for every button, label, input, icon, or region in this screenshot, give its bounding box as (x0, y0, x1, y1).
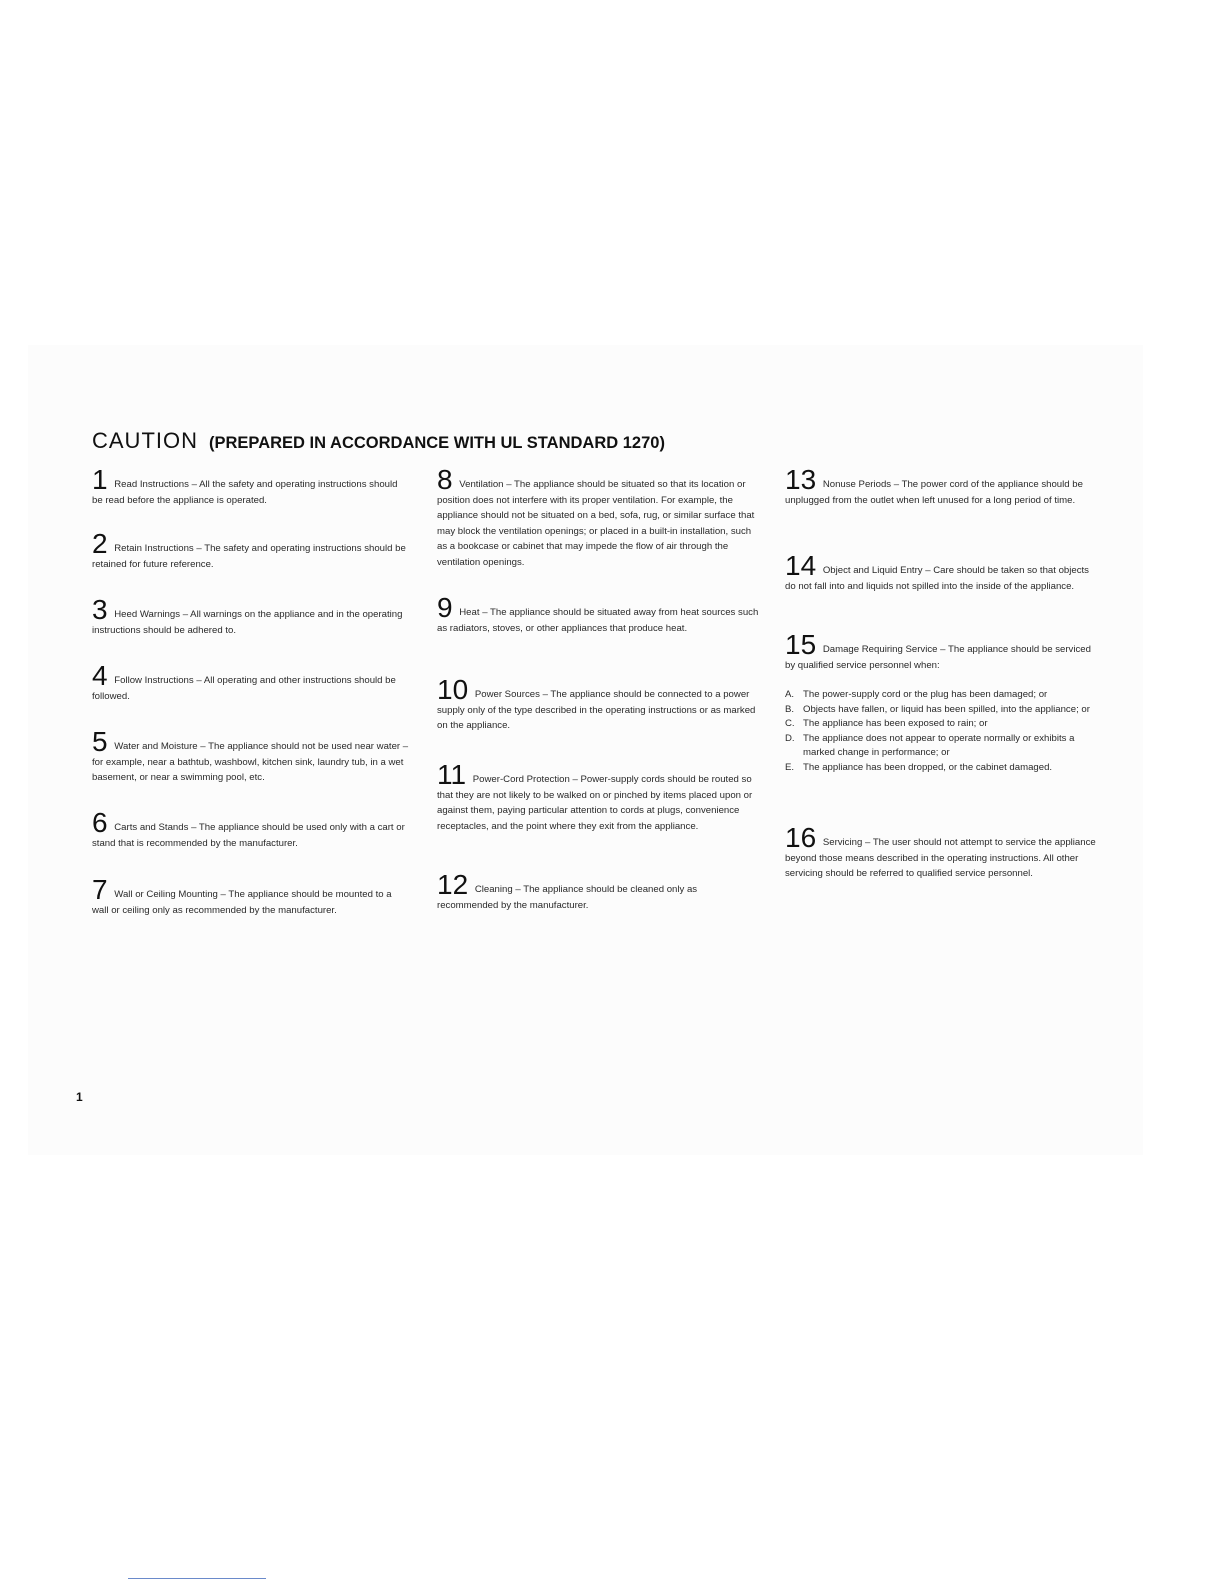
bottom-divider (128, 1578, 266, 1579)
service-conditions (785, 688, 1100, 775)
condition-text: Objects have fallen, or liquid has been spilled, into the appliance; or (803, 703, 1090, 715)
instruction-16 (785, 822, 1100, 882)
dash: – (220, 889, 226, 900)
dash: – (196, 543, 202, 554)
item-heading: Carts and Stands (114, 822, 189, 833)
item-number: 14 (785, 550, 817, 581)
item-heading: Power-Cord Protection (472, 774, 570, 785)
item-heading: Nonuse Periods (822, 479, 892, 490)
item-number: 5 (92, 726, 108, 757)
item-text: The appliance should be used only with a cart or stand that is recommended by the manufacturer. (92, 822, 405, 849)
item-number: 15 (785, 629, 817, 660)
condition-d (785, 732, 1100, 761)
dash: – (893, 479, 900, 490)
item-number: 10 (437, 674, 469, 705)
page-number: 1 (76, 1090, 83, 1104)
instruction-8 (437, 464, 759, 570)
instruction-13 (785, 464, 1100, 508)
dash: – (191, 822, 197, 833)
instruction-14 (785, 550, 1100, 594)
caution-title (92, 428, 665, 454)
dash: – (191, 479, 197, 490)
item-heading: Heed Warnings (114, 609, 181, 620)
item-heading: Cleaning (474, 884, 513, 895)
item-text: The appliance should be situated so that its location or position does not interfere with its proper ventilation. For example, the appliance should not be situated on a bed, sofa, rug, or similar surface that may block the ventilation openings; or placed in a built-in installation, such as a bookcase or cabinet that may impede the flow of air through the ventilation openings. (437, 479, 755, 568)
item-text: The user should not attempt to service the appliance beyond those means described in the operating instructions. All other servicing should be referred to qualified service personnel. (785, 837, 1096, 879)
condition-text: The power-supply cord or the plug has been damaged; or (803, 689, 1048, 700)
item-number: 11 (437, 759, 467, 790)
condition-b (785, 703, 1100, 718)
condition-text: The appliance has been exposed to rain; or (803, 718, 988, 729)
item-text: The power cord of the appliance should be unplugged from the outlet when left unused for a long period of time. (785, 479, 1083, 506)
instruction-2 (92, 528, 410, 572)
dash: – (182, 609, 189, 620)
item-text: The appliance should be mounted to a wall or ceiling only as recommended by the manufacturer. (92, 889, 392, 916)
condition-c (785, 717, 1100, 732)
condition-letter: A. (785, 689, 795, 700)
caution-subtitle: (PREPARED IN ACCORDANCE WITH UL STANDARD 1270) (209, 434, 665, 452)
condition-e (785, 761, 1100, 776)
item-number: 1 (92, 464, 108, 495)
condition-letter: D. (785, 732, 795, 744)
item-text: The safety and operating instructions should be retained for future reference. (92, 543, 406, 570)
instruction-15 (785, 629, 1100, 673)
item-text: All warnings on the appliance and in the operating instructions should be adhered to. (92, 609, 403, 636)
dash: – (515, 884, 521, 895)
item-number: 9 (437, 592, 453, 623)
item-number: 16 (785, 822, 817, 853)
item-heading: Retain Instructions (114, 543, 194, 554)
item-text: All operating and other instructions should be followed. (92, 675, 396, 702)
item-text: All the safety and operating instructions should be read before the appliance is operated. (92, 479, 398, 506)
item-heading: Ventilation (459, 479, 504, 490)
item-heading: Object and Liquid Entry (822, 565, 923, 576)
item-number: 7 (92, 874, 108, 905)
dash: – (200, 741, 206, 752)
item-text: Power-supply cords should be routed so that they are not likely to be walked on or pinched by items placed upon or against them, paying particular attention to cords at plugs, convenience receptacles, and the point where they exit from the appliance. (437, 774, 753, 832)
item-heading: Power Sources (474, 689, 540, 700)
item-text: The appliance should not be used near water – for example, near a bathtub, washbowl, kitchen sink, laundry tub, in a wet basement, or near a swimming pool, etc. (92, 741, 409, 783)
condition-text: The appliance does not appear to operate normally or exhibits a marked change in performance; or (803, 732, 1075, 758)
instruction-10 (437, 674, 759, 734)
condition-letter: C. (785, 718, 795, 729)
item-number: 6 (92, 807, 108, 838)
item-heading: Servicing (822, 837, 863, 848)
dash: – (925, 565, 931, 576)
item-number: 3 (92, 594, 108, 625)
item-text: The appliance should be situated away from heat sources such as radiators, stoves, or other appliances that produce heat. (437, 607, 759, 634)
instruction-5 (92, 726, 410, 786)
instruction-7 (92, 874, 410, 918)
instruction-9 (437, 592, 759, 636)
item-heading: Read Instructions (114, 479, 189, 490)
dash: – (864, 837, 871, 848)
condition-a (785, 688, 1100, 703)
caution-brand: CAUTION (92, 428, 198, 453)
dash: – (572, 774, 578, 785)
item-number: 4 (92, 660, 108, 691)
item-heading: Wall or Ceiling Mounting (114, 889, 218, 900)
instruction-3 (92, 594, 410, 638)
condition-letter: E. (785, 761, 795, 773)
dash: – (940, 644, 946, 655)
item-number: 13 (785, 464, 817, 495)
dash: – (196, 675, 202, 686)
item-text: The appliance should be connected to a power supply only of the type described in the operating instructions or as marked on the appliance. (437, 689, 756, 731)
item-text: The appliance should be serviced by qualified service personnel when: (785, 644, 1091, 671)
item-heading: Water and Moisture (114, 741, 198, 752)
condition-text: The appliance has been dropped, or the cabinet damaged. (803, 761, 1053, 773)
instruction-1 (92, 464, 410, 508)
item-number: 8 (437, 464, 453, 495)
condition-letter: B. (785, 703, 795, 715)
item-text: Care should be taken so that objects do not fall into and liquids not spilled into the inside of the appliance. (785, 565, 1089, 592)
dash: – (482, 607, 488, 618)
instruction-12 (437, 869, 759, 913)
dash: – (542, 689, 548, 700)
item-heading: Heat (459, 607, 480, 618)
instruction-6 (92, 807, 410, 851)
service-conditions-list (785, 688, 1100, 775)
item-heading: Damage Requiring Service (822, 644, 938, 655)
item-number: 2 (92, 528, 108, 559)
item-text: The appliance should be cleaned only as recommended by the manufacturer. (437, 884, 698, 911)
instruction-11 (437, 759, 759, 834)
item-heading: Follow Instructions (114, 675, 194, 686)
dash: – (506, 479, 512, 490)
item-number: 12 (437, 869, 469, 900)
instruction-4 (92, 660, 410, 704)
